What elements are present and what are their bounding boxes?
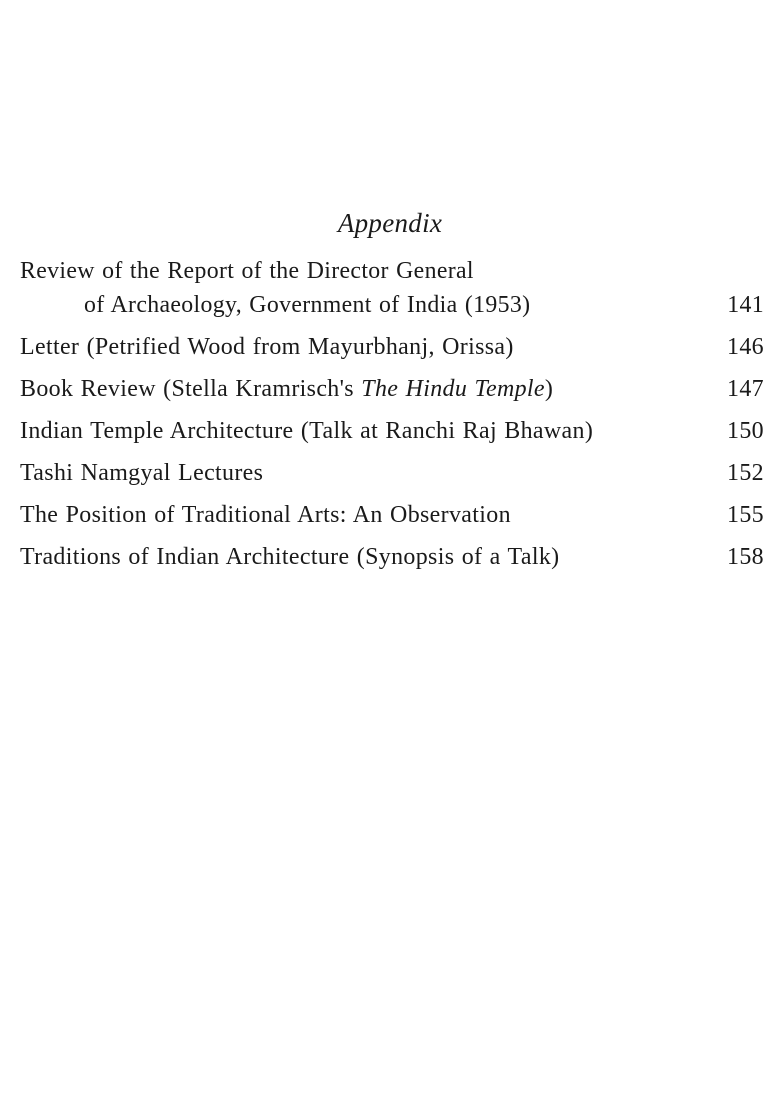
- entry-page-number: 147: [727, 376, 764, 402]
- contents-entry: [20, 540, 764, 574]
- entry-title: [20, 372, 764, 406]
- entry-page-number: 141: [727, 292, 764, 318]
- entry-page-number: 146: [727, 334, 764, 360]
- entry-title: Letter (Petrified Wood from Mayurbhanj, Orissa): [20, 334, 514, 360]
- contents-entry: [20, 254, 764, 322]
- contents-entry: [20, 372, 764, 406]
- contents-entry: [20, 456, 764, 490]
- entry-page-number: 152: [727, 460, 764, 486]
- entry-title: Indian Temple Architecture (Talk at Ranchi Raj Bhawan): [20, 418, 594, 444]
- entry-page-number: 155: [727, 502, 764, 528]
- contents-entry: [20, 414, 764, 448]
- contents-entry: [20, 498, 764, 532]
- contents-entry: [20, 330, 764, 364]
- entry-title: Traditions of Indian Architecture (Synopsis of a Talk): [20, 544, 560, 570]
- entry-title-suffix: ): [544, 376, 554, 402]
- entry-title: The Position of Traditional Arts: An Observation: [20, 502, 511, 528]
- entry-title-line-continued: of Archaeology, Government of India (1953): [84, 292, 531, 318]
- entry-page-number: 150: [727, 418, 764, 444]
- section-heading: Appendix: [337, 208, 443, 238]
- entry-title: Tashi Namgyal Lectures: [20, 460, 264, 486]
- entry-title-italic: The Hindu Temple: [361, 376, 545, 402]
- contents-list: [20, 254, 764, 582]
- entry-title-prefix: Book Review (Stella Kramrisch's: [20, 376, 362, 402]
- entry-title-line: Review of the Report of the Director General: [20, 258, 474, 284]
- entry-page-number: 158: [727, 544, 764, 570]
